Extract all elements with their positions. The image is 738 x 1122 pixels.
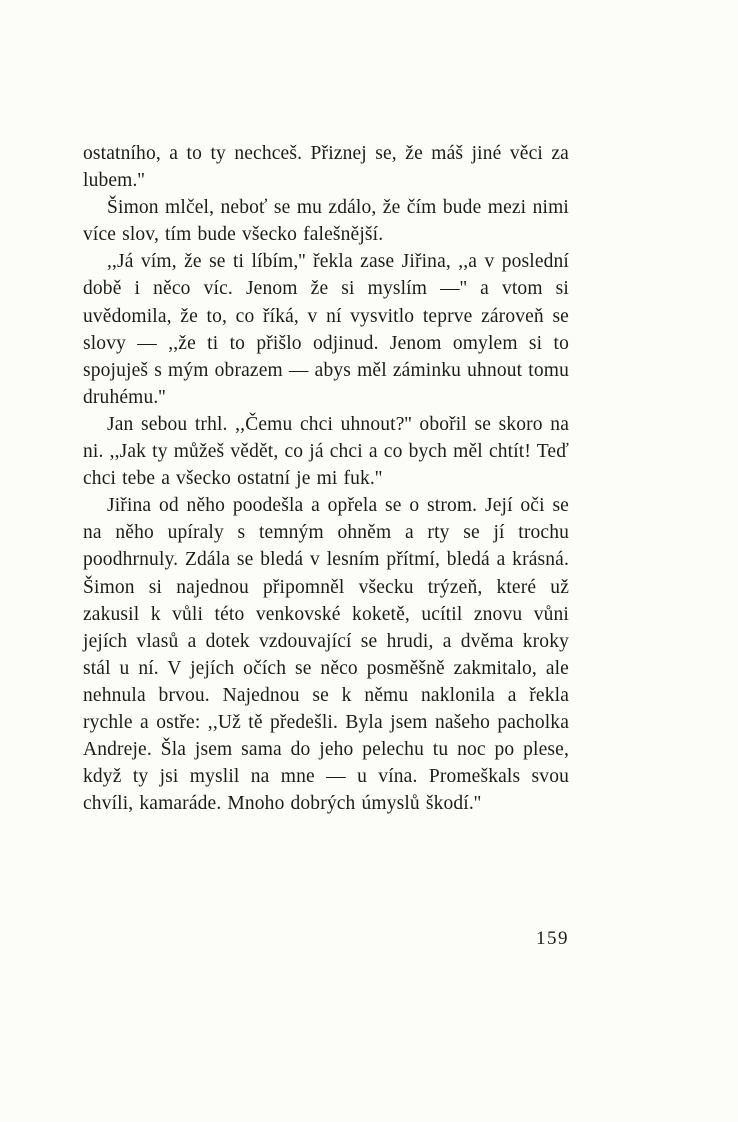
paragraph-continuation: ostatního, a to ty nechceš. Přiznej se, že máš jiné věci za lubem.'' (83, 143, 569, 192)
paragraph: Jan sebou trhl. ,,Čemu chci uhnout?'' obořil se skoro na ni. ,,Jak ty můžeš vědět, co já chci a co bych měl chtít! Teď chci tebe a všecko ostatní je mi fuk.'' (83, 413, 569, 490)
paragraph: Jiřina od něho poodešla a opřela se o strom. Její oči se na něho upíraly s temným ohněm a rty se jí trochu poodhrnuly. Zdála se bledá v lesním přítmí, bledá a krásná. Šimon si najednou připomněl všecku trýzeň, které už zakusil k vůli této venkovské koketě, ucítil znovu vůni jejích vlasů a dotek vzdouvající se hrudi, a dvěma kroky stál u ní. V jejích očích se něco posměšně zakmitalo, ale nehnula brvou. Najednou se k němu naklonila a řekla rychle a ostře: ,,Už tě předešli. Byla jsem našeho pacholka Andreje. Šla jsem sama do jeho pelechu tu noc po plese, když ty jsi myslil na mne — u vína. Promeškals svou chvíli, kamaráde. Mnoho dobrých úmyslů škodí.'' (83, 495, 569, 815)
text-block (83, 140, 569, 817)
page-number: 159 (536, 928, 569, 949)
paragraph: ,,Já vím, že se ti líbím,'' řekla zase Jiřina, ,,a v poslední době i něco víc. Jenom že si myslím —'' a vtom si uvědomila, že to, co říká, v ní vysvitlo teprve zároveň se slovy — ,,že ti to přišlo odjinud. Jenom omylem si to spojuješ s mým obrazem — abys měl záminku uhnout tomu druhému.'' (83, 251, 569, 408)
paragraph: Šimon mlčel, neboť se mu zdálo, že čím bude mezi nimi více slov, tím bude všecko falešnější. (83, 197, 569, 246)
